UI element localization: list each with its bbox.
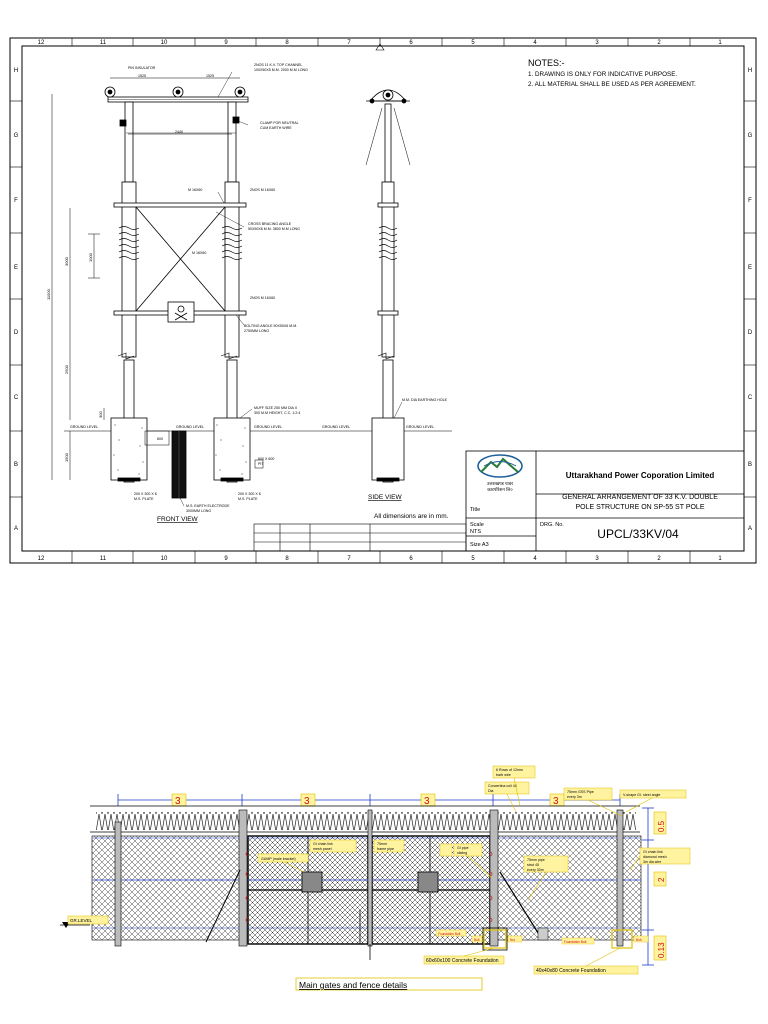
svg-text:3: 3 — [175, 796, 181, 807]
svg-text:barb wire: barb wire — [496, 773, 511, 777]
svg-text:1525: 1525 — [138, 74, 146, 78]
svg-text:GROUND LEVEL: GROUND LEVEL — [406, 425, 435, 429]
svg-text:M.S. PLATE: M.S. PLATE — [134, 497, 154, 501]
svg-text:M.M. DIA EARTHING HOLE: M.M. DIA EARTHING HOLE — [402, 398, 448, 402]
svg-text:6: 6 — [409, 40, 413, 46]
svg-text:Foundation Bolt: Foundation Bolt — [564, 940, 587, 944]
pin-insulator-icon — [105, 87, 245, 97]
svg-text:10: 10 — [160, 40, 168, 46]
svg-text:100X50X5 M.M. 2000 M.M LONG: 100X50X5 M.M. 2000 M.M LONG — [254, 68, 308, 72]
svg-text:3000MM LONG: 3000MM LONG — [186, 509, 212, 513]
dimension-values — [172, 794, 564, 807]
svg-text:M 16X60: M 16X60 — [188, 188, 203, 192]
svg-text:GI chain link: GI chain link — [643, 850, 663, 854]
svg-text:2: 2 — [657, 556, 661, 562]
svg-text:every 30m: every 30m — [527, 868, 544, 872]
svg-text:B: B — [13, 462, 19, 468]
svg-text:1500: 1500 — [64, 453, 69, 462]
svg-text:every 3m: every 3m — [567, 795, 582, 799]
svg-text:4: 4 — [533, 40, 537, 46]
ground-level-label: GR.LEVEL — [70, 918, 93, 923]
svg-text:300: 300 — [98, 411, 103, 418]
svg-text:Foundation Bolt: Foundation Bolt — [438, 932, 461, 936]
svg-text:7: 7 — [347, 556, 351, 562]
svg-text:3: 3 — [304, 796, 310, 807]
svg-text:CROSS BRACING ANGLE: CROSS BRACING ANGLE — [248, 222, 292, 226]
svg-text:600: 600 — [157, 437, 163, 441]
front-view-label: FRONT VIEW — [157, 516, 198, 523]
svg-text:कारपोरेशन लि०: कारपोरेशन लि० — [487, 487, 513, 492]
svg-text:2750MM LONG: 2750MM LONG — [244, 329, 270, 333]
svg-text:BOLTING ANGLE 50X50X6 M.M.: BOLTING ANGLE 50X50X6 M.M. — [244, 324, 298, 328]
company-name: Uttarakhand Power Coporation Limited — [565, 471, 715, 480]
svg-text:200 X 300 X 6: 200 X 300 X 6 — [134, 492, 157, 496]
svg-text:5: 5 — [471, 556, 475, 562]
scale-label: Scale — [470, 522, 484, 528]
svg-text:G: G — [747, 133, 753, 139]
svg-text:E: E — [13, 265, 19, 271]
svg-text:1525: 1525 — [206, 74, 214, 78]
svg-text:12: 12 — [37, 556, 45, 562]
svg-text:6 Rows of 12mm: 6 Rows of 12mm — [496, 768, 523, 772]
size-label: Size A3 — [470, 542, 489, 548]
svg-text:sliding: sliding — [457, 851, 468, 855]
drg-label: DRG. No. — [540, 522, 564, 528]
svg-text:Dia: Dia — [488, 789, 494, 793]
front-view-annotations — [70, 63, 308, 513]
svg-text:1000: 1000 — [88, 253, 93, 262]
foundation-b-label: 40x40x80 Concrete Foundation — [536, 968, 606, 974]
svg-text:diamond mesh: diamond mesh — [643, 855, 667, 859]
note-2: 2. ALL MATERIAL SHALL BE USED AS PER AGREEMENT. — [528, 81, 696, 88]
svg-text:C: C — [747, 395, 753, 401]
svg-text:B: B — [747, 462, 753, 468]
svg-text:E: E — [747, 265, 753, 271]
svg-text:0.5: 0.5 — [657, 820, 666, 832]
svg-text:M.S. EARTH ELECTRODE: M.S. EARTH ELECTRODE — [186, 504, 230, 508]
dimensions-note: All dimensions are in mm. — [374, 513, 449, 520]
svg-text:mesh panel: mesh panel — [313, 847, 332, 851]
svg-text:D: D — [747, 330, 753, 336]
svg-text:G: G — [13, 133, 19, 139]
svg-text:2NOS 11 K.V. TOP CHANNEL: 2NOS 11 K.V. TOP CHANNEL — [254, 63, 303, 67]
svg-text:2440: 2440 — [175, 130, 183, 134]
svg-text:11: 11 — [99, 40, 107, 46]
svg-text:50X50X6 M.M. 3800 M.M LONG: 50X50X6 M.M. 3800 M.M LONG — [248, 227, 300, 231]
svg-text:2: 2 — [657, 40, 661, 46]
side-view — [366, 90, 410, 482]
svg-text:A: A — [13, 526, 19, 532]
svg-text:GI pipe: GI pipe — [457, 846, 469, 850]
svg-text:1: 1 — [718, 556, 722, 562]
svg-text:1: 1 — [718, 40, 722, 46]
svg-text:12: 12 — [37, 40, 45, 46]
svg-text:Bolt: Bolt — [474, 938, 480, 942]
svg-text:A: A — [747, 526, 753, 532]
svg-text:3: 3 — [595, 556, 599, 562]
svg-text:PIT: PIT — [258, 462, 264, 466]
svg-text:2: 2 — [657, 877, 666, 882]
svg-text:strut 45: strut 45 — [527, 863, 539, 867]
revision-table — [254, 524, 466, 551]
column-ticks — [72, 38, 690, 563]
gate-lock-plate-left — [302, 872, 322, 892]
svg-text:10: 10 — [160, 556, 168, 562]
svg-text:V-shape GI. steel angle: V-shape GI. steel angle — [623, 793, 661, 797]
svg-text:MUFF SIZE 250 MM DIA X: MUFF SIZE 250 MM DIA X — [254, 406, 298, 410]
svg-text:9: 9 — [224, 40, 228, 46]
svg-text:11: 11 — [99, 556, 107, 562]
svg-text:GROUND LEVEL: GROUND LEVEL — [70, 425, 99, 429]
gate-lock-plate-right — [418, 872, 438, 892]
svg-text:600 X 600: 600 X 600 — [258, 457, 275, 461]
svg-text:7: 7 — [347, 40, 351, 46]
svg-text:GROUND LEVEL: GROUND LEVEL — [322, 425, 351, 429]
svg-text:6: 6 — [409, 556, 413, 562]
svg-text:C: C — [13, 395, 19, 401]
svg-text:F: F — [14, 198, 18, 204]
svg-text:9: 9 — [224, 556, 228, 562]
svg-text:M.S. PLATE: M.S. PLATE — [238, 497, 258, 501]
svg-text:PIN INSULATOR: PIN INSULATOR — [128, 66, 156, 70]
svg-text:Bolt: Bolt — [636, 938, 642, 942]
svg-text:11000: 11000 — [46, 289, 51, 300]
svg-text:H: H — [13, 68, 19, 74]
svg-text:0.13: 0.13 — [657, 942, 666, 958]
svg-text:8: 8 — [285, 556, 289, 562]
svg-text:75mm pipe: 75mm pipe — [527, 858, 545, 862]
svg-text:H: H — [747, 68, 753, 74]
svg-text:4: 4 — [533, 556, 537, 562]
svg-text:GI chain link: GI chain link — [313, 842, 333, 846]
column-labels — [38, 40, 723, 562]
svg-text:2500: 2500 — [64, 365, 69, 374]
svg-text:Nut: Nut — [510, 938, 515, 942]
fence-caption: Main gates and fence details — [299, 980, 408, 990]
fence-mesh-left — [92, 836, 242, 940]
svg-text:3: 3 — [424, 796, 430, 807]
svg-text:उत्तराखण्ड पावर: उत्तराखण्ड पावर — [486, 481, 514, 486]
svg-text:5: 5 — [471, 40, 475, 46]
svg-text:2NOS M 16X60: 2NOS M 16X60 — [250, 188, 276, 192]
fence-detail-sheet — [0, 760, 768, 1024]
foundation-a-label: 60x60x100 Concrete Foundation — [426, 958, 499, 964]
svg-text:3m dia wire: 3m dia wire — [643, 860, 662, 864]
vertical-dimension-values — [654, 812, 666, 960]
svg-text:D: D — [13, 330, 19, 336]
svg-text:200 X 300 X 6: 200 X 300 X 6 — [238, 492, 261, 496]
svg-text:3000: 3000 — [64, 257, 69, 266]
title-label: Title — [470, 507, 481, 513]
svg-text:GROUND LEVEL: GROUND LEVEL — [176, 425, 205, 429]
svg-text:2NOS M 16X60: 2NOS M 16X60 — [250, 296, 276, 300]
svg-text:Concertina coil 45: Concertina coil 45 — [488, 784, 517, 788]
drawing-title-line1: GENERAL ARRANGEMENT OF 33 K.V. DOUBLE — [562, 494, 718, 501]
drg-number: UPCL/33KV/04 — [597, 527, 679, 541]
company-logo — [478, 455, 522, 492]
notes-heading: NOTES:- — [528, 58, 565, 68]
svg-text:3: 3 — [595, 40, 599, 46]
svg-text:75mm GSS Pipe: 75mm GSS Pipe — [567, 790, 594, 794]
svg-text:M 16X60: M 16X60 — [192, 251, 207, 255]
svg-text:CLAMP FOR NEUTRAL: CLAMP FOR NEUTRAL — [260, 121, 299, 125]
vertical-dimensions — [46, 252, 103, 462]
svg-text:F: F — [748, 198, 752, 204]
svg-text:frame pipe: frame pipe — [377, 847, 394, 851]
svg-text:3: 3 — [553, 796, 559, 807]
svg-text:300 M.M HEIGHT, C.C. 1:2:4: 300 M.M HEIGHT, C.C. 1:2:4 — [254, 411, 301, 415]
svg-text:75mm: 75mm — [377, 842, 387, 846]
svg-text:GUMP (male bracket): GUMP (male bracket) — [261, 857, 296, 861]
svg-text:GROUND LEVEL: GROUND LEVEL — [254, 425, 283, 429]
side-view-label: SIDE VIEW — [368, 494, 402, 501]
scale-value: NTS — [470, 529, 481, 535]
svg-text:8: 8 — [285, 40, 289, 46]
svg-text:CUM EARTH WIRE: CUM EARTH WIRE — [260, 126, 292, 130]
note-1: 1. DRAWING IS ONLY FOR INDICATIVE PURPOSE. — [528, 71, 678, 78]
drawing-title-line2: POLE STRUCTURE ON SP-55 ST POLE — [575, 504, 705, 511]
concertina-coil — [96, 812, 636, 830]
